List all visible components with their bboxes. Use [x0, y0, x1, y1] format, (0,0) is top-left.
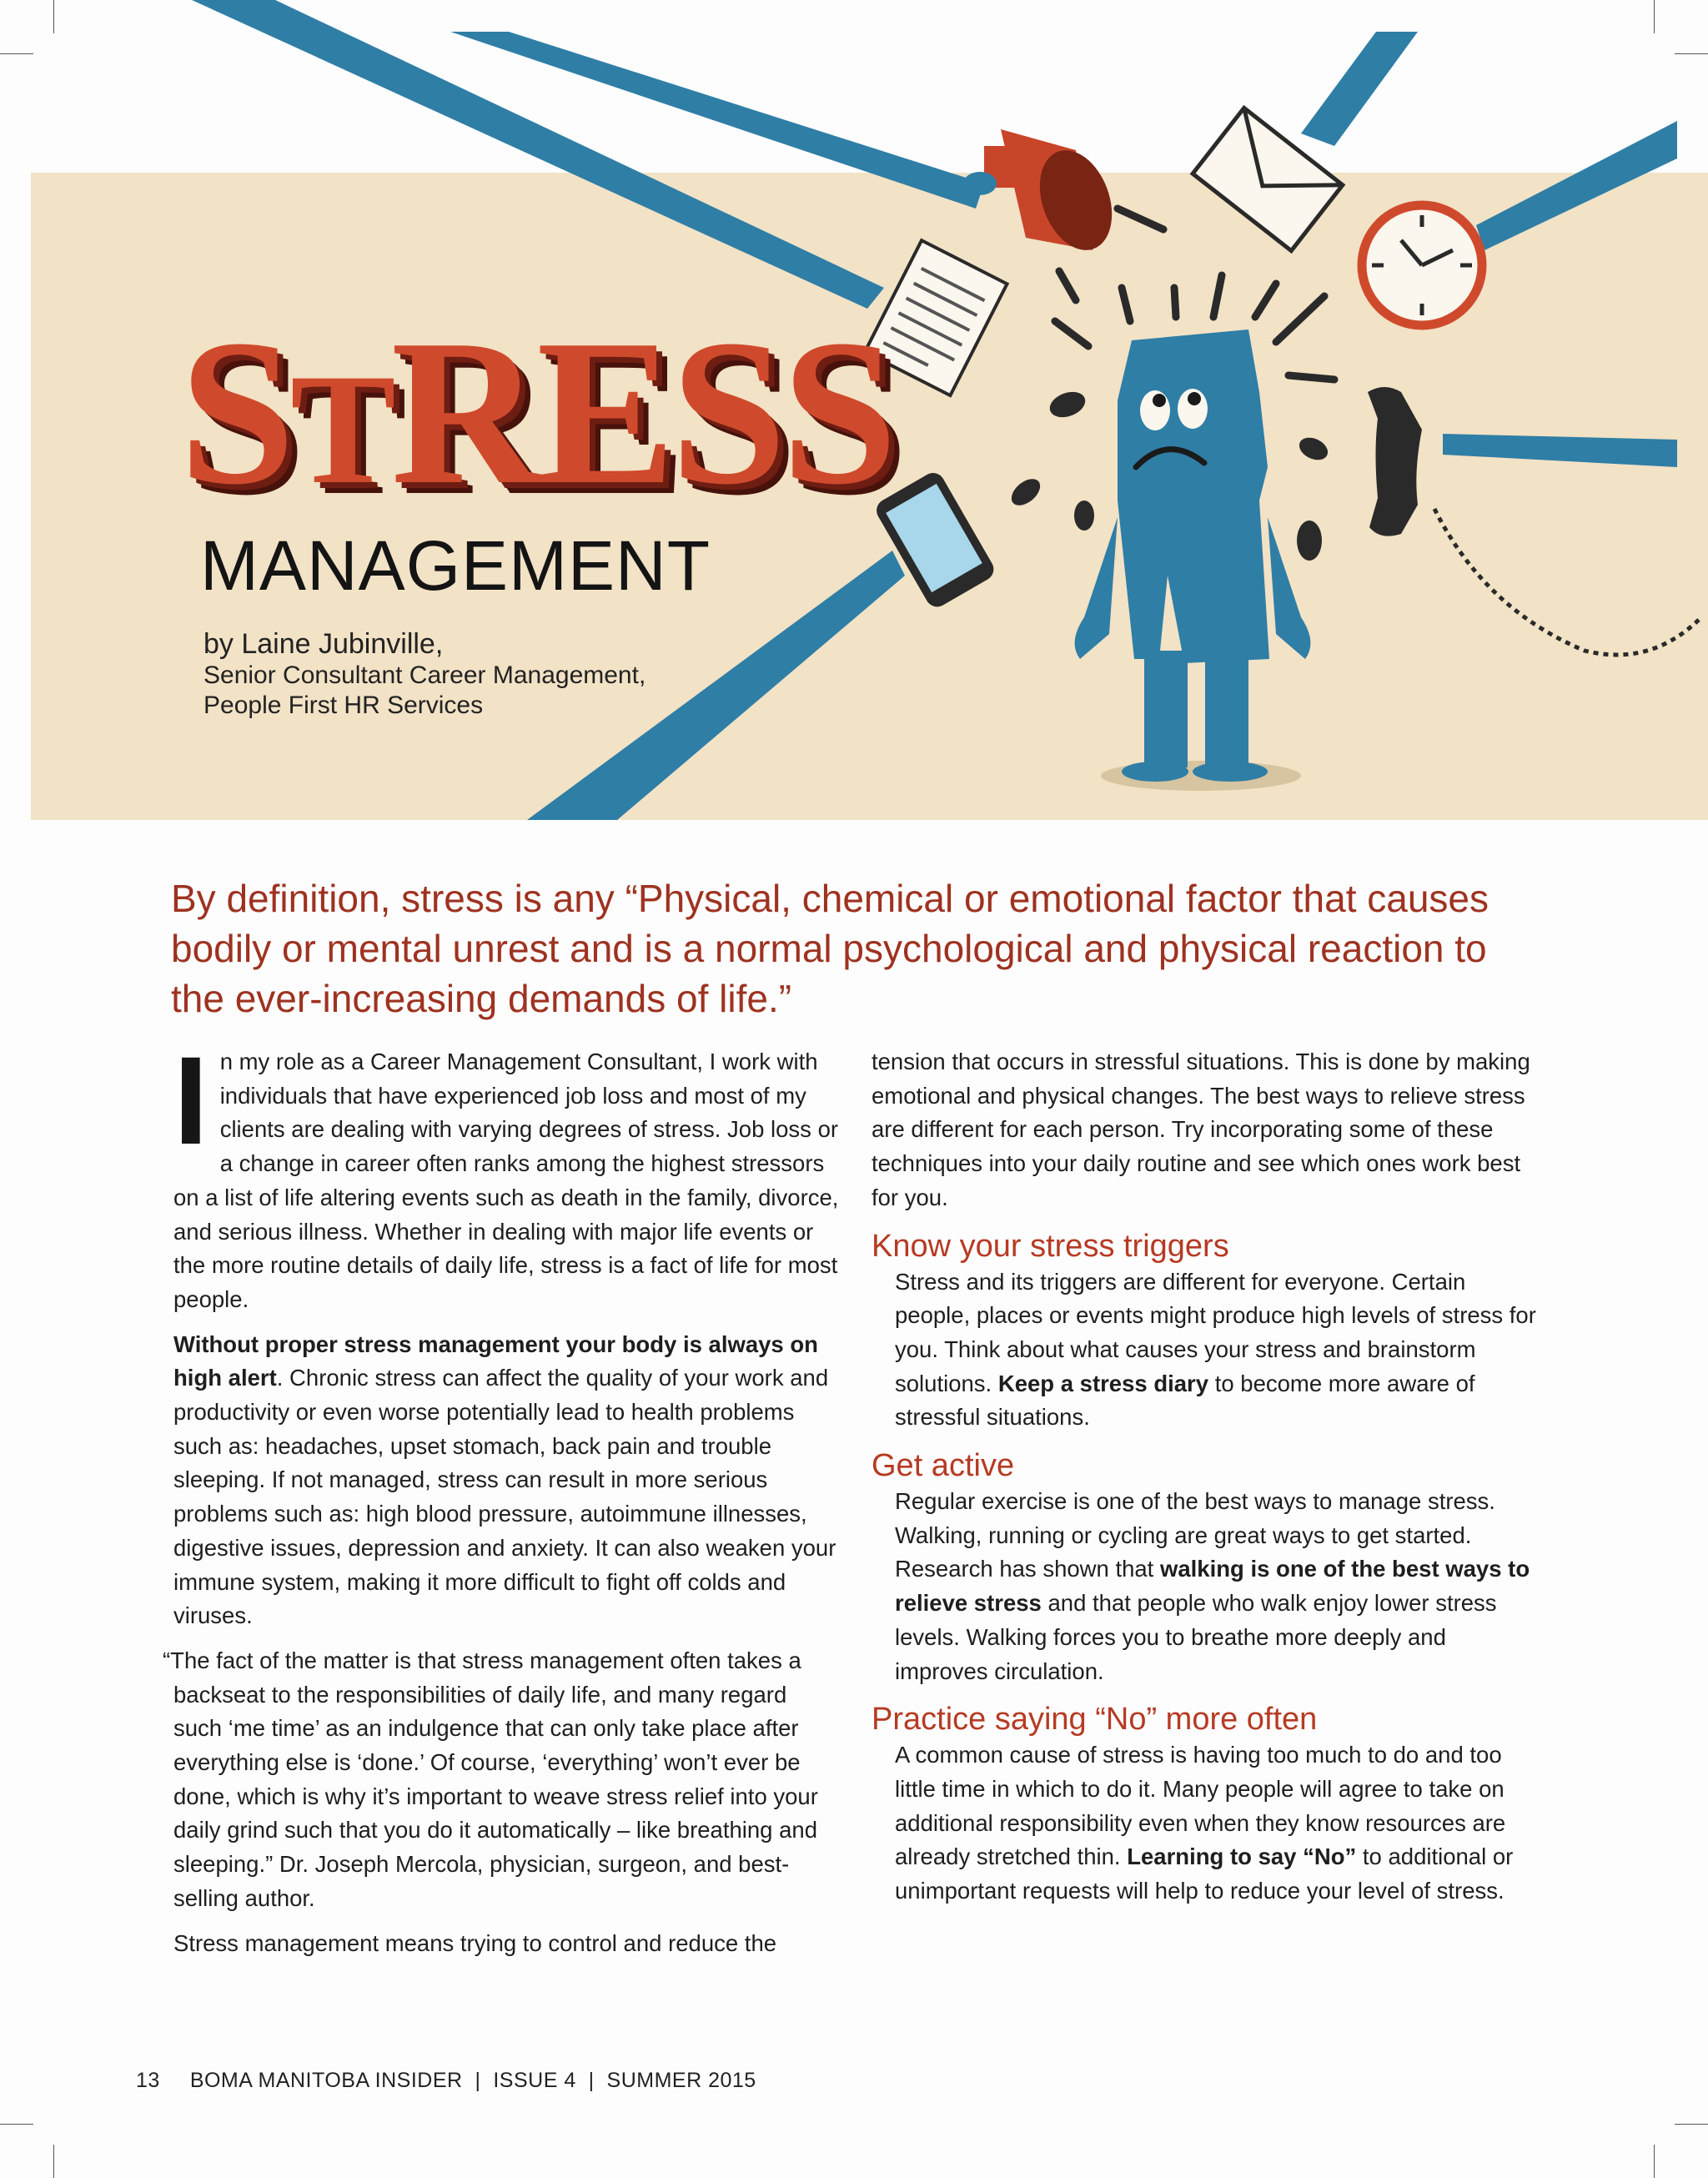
- publication-info: BOMA MANITOBA INSIDER | ISSUE 4 | SUMMER 2015: [189, 2069, 756, 2092]
- left-column: [163, 1030, 841, 1971]
- byline-company: People First HR Services: [203, 691, 484, 719]
- crop-mark: [1675, 2124, 1708, 2125]
- section-heading-triggers: Know your stress triggers: [872, 1228, 1229, 1264]
- clock-icon: [1362, 205, 1482, 325]
- mercola-quote: “The fact of the matter is that stress management often takes a backseat to the responsibilities of daily life, and many regard such ‘me time’ as an indulgence that can only take place after everything else is ‘done.’ Of course, ‘everything’ won’t ever be done, which is why it’s important to weave stress relief into your daily grind such that you do it automatically – like breathing and sleeping.” Dr. Joseph Mercola, physician, surgeon, and best-selling author.: [163, 1647, 818, 1911]
- crop-mark: [53, 2145, 54, 2178]
- byline: [203, 627, 646, 720]
- lead-quote: By definition, stress is any “Physical, chemical or emotional factor that causes bodily or mental unrest and is a normal psychological and physical reaction to the ever-increasing demands of life.”: [171, 877, 1489, 1020]
- telephone-handset-icon: [1368, 387, 1701, 655]
- arm-phone: [1443, 434, 1677, 467]
- arm-megaphone: [450, 32, 984, 209]
- crop-mark: [0, 2124, 33, 2125]
- crop-mark: [1654, 2145, 1655, 2178]
- megaphone-icon: [963, 129, 1125, 260]
- drop-cap: I: [173, 1030, 208, 1170]
- byline-role: Senior Consultant Career Management,: [203, 661, 646, 690]
- byline-author: by Laine Jubinville,: [203, 628, 444, 660]
- section-body-triggers: Stress and its triggers are different for everyone. Certain people, places or events might produce high levels of stress for you. Think about what causes your stress and brainstorm solutions. Keep a stress diary to become more aware of stressful situations.: [895, 1268, 1536, 1431]
- arm-envelope: [1301, 32, 1418, 146]
- right-column: [872, 1045, 1539, 1919]
- section-body-say-no: A common cause of stress is having too much to do and too little time in which to do it. Many people will agree to take on additional responsibility even when they know resources are already stretched thin. Learning to say “No” to additional or unimportant requests will help to reduce your level of stress.: [895, 1742, 1514, 1904]
- body-paragraph: Without proper stress management your body is always on high alert. Chronic stress can affect the quality of your work and productivity or even worse potentially lead to health problems such as: headaches, upset stomach, back pain and trouble sleeping. If not managed, stress can result in more serious problems such as: high blood pressure, autoimmune illnesses, digestive issues, depression and anxiety. It can also weaken your immune system, making it more difficult to fight off colds and viruses.: [173, 1330, 836, 1629]
- intro-paragraph: In my role as a Career Management Consultant, I work with individuals that have experienced job loss and most of my clients are dealing with varying degrees of stress. Job loss or a change in career often ranks among the highest stressors on a list of life altering events such as death in the family, divorce, and serious illness. Whether in dealing with major life events or the more routine details of daily life, stress is a fact of life for most people.: [173, 1030, 839, 1312]
- arm-clock: [1476, 121, 1677, 250]
- section-heading-say-no: Practice saying “No” more often: [872, 1702, 1318, 1738]
- title-management: MANAGEMENT: [200, 526, 711, 605]
- stressed-man-illustration: [1075, 329, 1311, 791]
- page-number: 13: [136, 2069, 160, 2092]
- page-footer: [136, 2069, 756, 2093]
- title-stress: STRESS: [179, 297, 893, 528]
- body-paragraph: tension that occurs in stressful situations. This is done by making emotional and physical changes. The best ways to relieve stress are different for each person. Try incorporating some of these techniques into your daily routine and see which ones work best for you.: [872, 1049, 1530, 1210]
- body-paragraph: Stress management means trying to control and reduce the: [173, 1929, 777, 1956]
- section-heading-active: Get active: [872, 1448, 1015, 1484]
- section-body-active: Regular exercise is one of the best ways to manage stress. Walking, running or cycling are great ways to get started. Research has shown that walking is one of the best ways to relieve stress and that people who walk enjoy lower stress levels. Walking forces you to breathe more deeply and improves circulation.: [895, 1488, 1530, 1684]
